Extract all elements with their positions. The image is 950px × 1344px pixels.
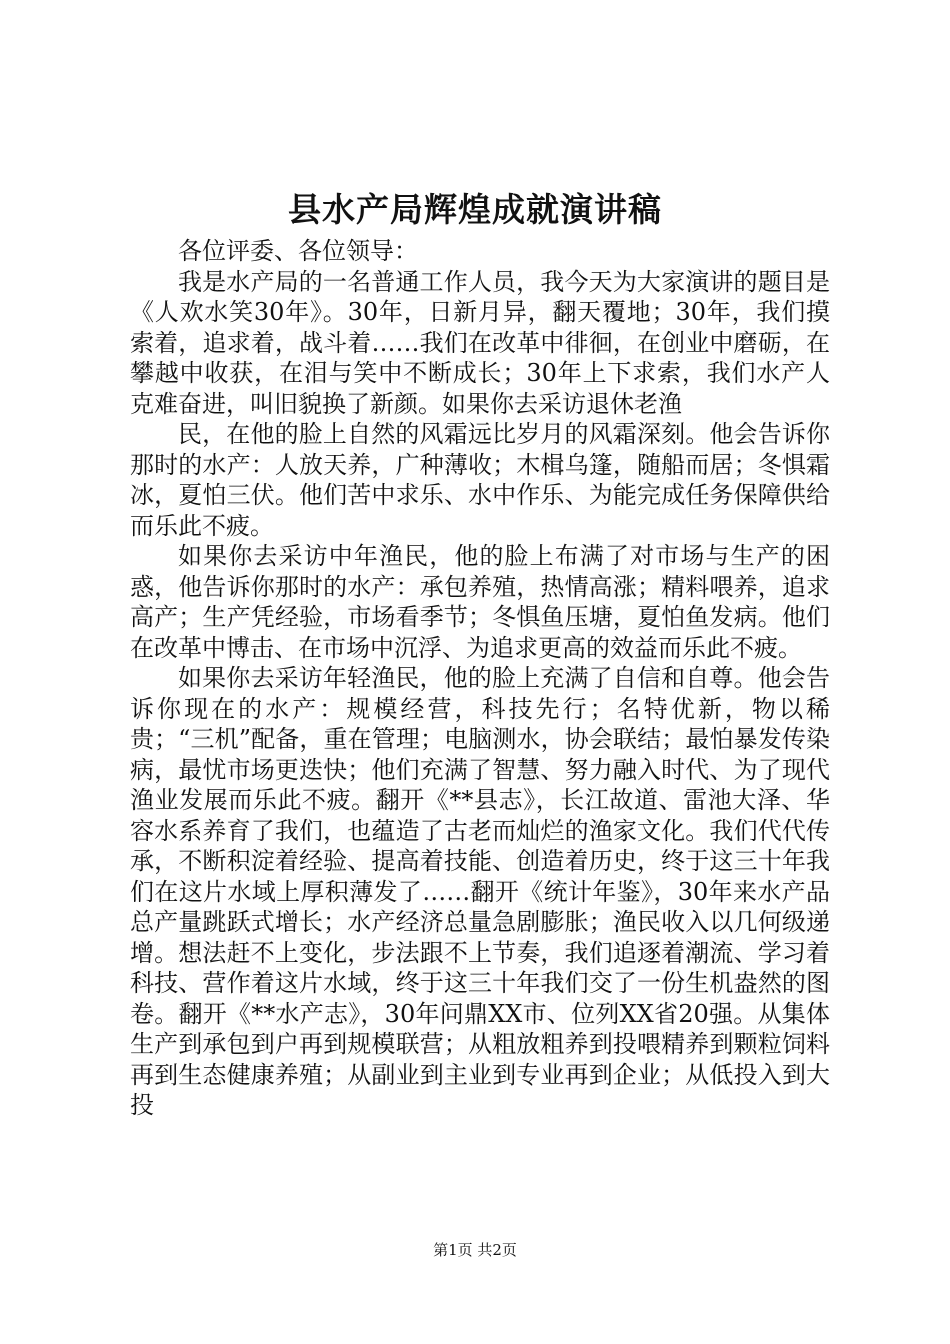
- body-paragraph: 如果你去采访年轻渔民，他的脸上充满了自信和自尊。他会告诉你现在的水产：规模经营，科技先行；名特优新，物以稀贵；“三机”配备，重在管理；电脑测水，协会联结；最怕暴发传染病，最忧市场更迭快；他们充满了智慧、努力融入时代、为了现代渔业发展而乐此不疲。翻开《**县志》，长江故道、雷池大泽、华容水系养育了我们，也蕴造了古老而灿烂的渔家文化。我们代代传承，不断积淀着经验、提高着技能、创造着历史，终于这三十年我们在这片水域上厚积薄发了……翻开《统计年鉴》，30年来水产品总产量跳跃式增长；水产经济总量急剧膨胀；渔民收入以几何级递增。想法赶不上变化，步法跟不上节奏，我们追逐着潮流、学习着科技、营作着这片水域，终于这三十年我们交了一份生机盎然的图卷。翻开《**水产志》，30年问鼎XX市、位列XX省20强。从集体生产到承包到户再到规模联营；从粗放粗养到投喂精养到颗粒饲料再到生态健康养殖；从副业到主业到专业再到企业；从低投入到大投: [130, 664, 830, 1119]
- document-title: 县水产局辉煌成就演讲稿: [288, 190, 662, 229]
- document-body: [130, 236, 830, 1121]
- body-paragraph: 如果你去采访中年渔民，他的脸上布满了对市场与生产的困惑，他告诉你那时的水产：承包养殖，热情高涨；精料喂养，追求高产；生产凭经验，市场看季节；冬惧鱼压塘，夏怕鱼发病。他们在改革中博击、在市场中沉浮、为追求更高的效益而乐此不疲。: [130, 542, 830, 662]
- body-paragraph: 我是水产局的一名普通工作人员，我今天为大家演讲的题目是《人欢水笑30年》。30年，日新月异，翻天覆地；30年，我们摸索着，追求着，战斗着……我们在改革中徘徊，在创业中磨砺，在攀越中收获，在泪与笑中不断成长；30年上下求索，我们水产人克难奋进，叫旧貌换了新颜。如果你去采访退休老渔: [130, 267, 830, 418]
- salutation-paragraph: 各位评委、各位领导：: [178, 237, 418, 265]
- page-footer: 第1页 共2页: [433, 1241, 517, 1259]
- body-paragraph: 民，在他的脸上自然的风霜远比岁月的风霜深刻。他会告诉你那时的水产：人放天养，广种薄收；木楫乌篷，随船而居；冬惧霜冰，夏怕三伏。他们苦中求乐、水中作乐、为能完成任务保障供给而乐此不疲。: [130, 420, 830, 540]
